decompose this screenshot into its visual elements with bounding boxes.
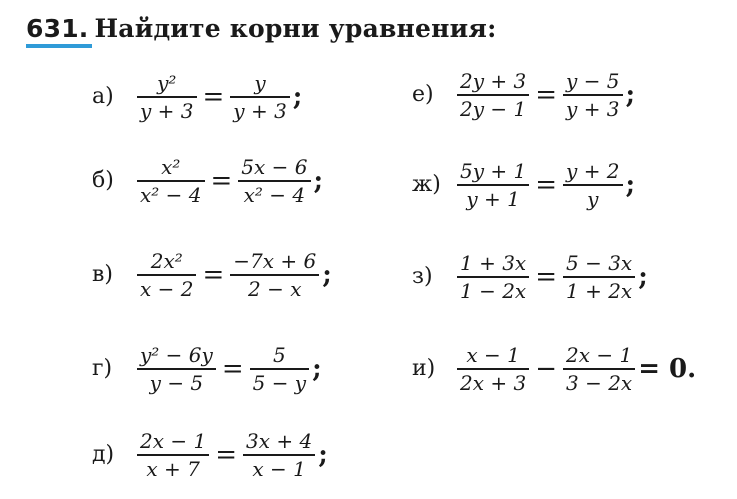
numerator: −7x + 6 <box>233 249 317 273</box>
equation-end: ; <box>638 261 648 292</box>
numerator: 2x² <box>150 249 183 273</box>
denominator: 5 − y <box>252 370 307 395</box>
operator: = <box>535 79 558 110</box>
equation-end: ; <box>625 79 636 110</box>
numerator: 2x − 1 <box>566 343 633 367</box>
problem-header <box>26 14 497 43</box>
equation-end: ; <box>312 353 322 384</box>
denominator: y <box>587 186 599 211</box>
denominator: 2 − x <box>248 276 302 301</box>
equation-e <box>412 68 635 122</box>
fraction <box>457 158 529 212</box>
numerator: 5y + 1 <box>460 159 527 183</box>
denominator: x − 2 <box>140 276 194 301</box>
equation-end: ; <box>313 165 324 196</box>
denominator: y + 3 <box>233 98 287 123</box>
equation-v <box>92 248 332 302</box>
numerator: y + 2 <box>566 159 620 183</box>
fraction <box>563 250 635 304</box>
fraction <box>137 342 216 396</box>
fraction <box>563 68 623 122</box>
denominator: y + 3 <box>566 96 620 121</box>
operator: − <box>535 353 557 384</box>
equation-end: ; <box>625 169 636 200</box>
operator: = <box>535 169 558 200</box>
operator: = <box>215 439 237 470</box>
numerator: 5 − 3x <box>566 251 633 275</box>
denominator: y − 5 <box>149 370 204 395</box>
denominator: x² − 4 <box>243 182 306 207</box>
operator: = <box>221 353 244 384</box>
equation-a <box>92 70 302 124</box>
fraction <box>137 428 209 482</box>
equation-zh <box>412 158 635 212</box>
equation-end: ; <box>292 81 303 112</box>
equation-end: ; <box>322 259 332 290</box>
numerator: 2y + 3 <box>460 69 527 93</box>
fraction <box>137 248 196 302</box>
numerator: 3x + 4 <box>246 429 313 453</box>
equation-end: ; <box>318 439 328 470</box>
denominator: 1 − 2x <box>460 278 527 303</box>
fraction <box>243 428 315 482</box>
fraction <box>250 342 310 396</box>
denominator: 2x + 3 <box>460 370 527 395</box>
equation-label: в) <box>92 262 113 288</box>
operator: = <box>202 81 225 112</box>
denominator: y + 3 <box>140 98 194 123</box>
operator: = <box>202 259 225 290</box>
denominator: x² − 4 <box>140 182 202 207</box>
numerator: 2x − 1 <box>140 429 207 453</box>
denominator: y + 1 <box>466 186 520 211</box>
denominator: 2y − 1 <box>460 96 527 121</box>
numerator: 5 <box>272 343 286 367</box>
fraction <box>238 154 310 208</box>
numerator: 5x − 6 <box>241 155 308 179</box>
numerator: y² <box>157 71 177 95</box>
problem-title: Найдите корни уравнения: <box>94 14 497 43</box>
equation-label: ж) <box>412 172 441 198</box>
problem-number: 631. <box>26 14 88 43</box>
numerator: y² − 6y <box>140 343 213 367</box>
fraction <box>230 70 290 124</box>
equation-label: а) <box>92 84 114 110</box>
numerator: x² <box>161 155 181 179</box>
numerator: x − 1 <box>466 343 520 367</box>
fraction <box>563 342 635 396</box>
numerator: 1 + 3x <box>460 251 527 275</box>
denominator: x + 7 <box>146 456 200 481</box>
equation-end: = 0. <box>638 353 697 384</box>
equation-b <box>92 154 323 208</box>
fraction <box>457 68 529 122</box>
denominator: 3 − 2x <box>566 370 633 395</box>
fraction <box>563 158 623 212</box>
denominator: x − 1 <box>252 456 306 481</box>
fraction <box>457 250 529 304</box>
equation-label: и) <box>412 356 436 382</box>
numerator: y − 5 <box>566 69 620 93</box>
operator: = <box>210 165 233 196</box>
equation-i <box>412 342 696 396</box>
operator: = <box>535 261 557 292</box>
fraction <box>137 70 197 124</box>
equation-label: з) <box>412 264 433 290</box>
equation-label: д) <box>92 442 115 468</box>
fraction <box>457 342 529 396</box>
equation-label: г) <box>92 356 113 382</box>
fraction <box>137 154 205 208</box>
number-underline <box>26 44 92 48</box>
equation-d <box>92 428 328 482</box>
fraction <box>230 248 319 302</box>
equation-label: е) <box>412 82 434 108</box>
equation-z <box>412 250 648 304</box>
denominator: 1 + 2x <box>566 278 633 303</box>
equation-label: б) <box>92 168 114 194</box>
equation-g <box>92 342 322 396</box>
numerator: y <box>254 71 266 95</box>
